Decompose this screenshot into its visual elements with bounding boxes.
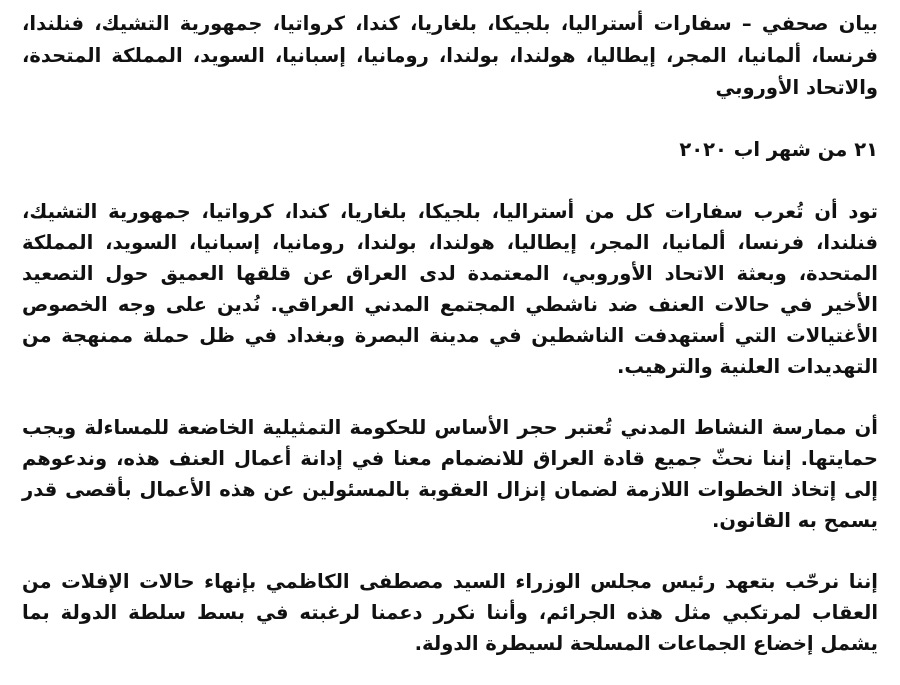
paragraph-concern: تود أن تُعرب سفارات كل من أستراليا، بلجيكا، بلغاريا، كندا، كرواتيا، جمهورية التشيك، فنلندا، فرنسا، ألمانيا، المجر، إيطاليا، هولندا، بولندا، رومانيا، إسبانيا، السويد، المملكة المتحدة، وبعثة الاتحاد الأوروبي، المعتمدة لدى العراق عن قلقها العميق حول التصعيد الأخير في حالات العنف ضد ناشطي المجتمع المدني العراقي. نُدين على وجه الخصوص الأغتيالات التي أستهدفت الناشطين في مدينة البصرة وبغداد في ظل حملة ممنهجة من التهديدات العلنية والترهيب. (22, 200, 878, 378)
release-date: ٢١ من شهر اب ٢٠٢٠ (679, 138, 878, 161)
paragraph-civic-activism: أن ممارسة النشاط المدني تُعتبر حجر الأساس للحكومة التمثيلية الخاضعة للمساءلة ويجب حمايتها. إننا نحثّ جميع قادة العراق للانضمام معنا في إدانة أعمال العنف هذه، وندعوهم إلى إتخاذ الخطوات اللازمة لضمان إنزال العقوبة بالمسئولين عن هذه الأعمال بأقصى قدر يسمح به القانون. (22, 416, 878, 532)
press-release-document (22, 8, 878, 659)
paragraph-welcome-pledge: إننا نرحّب بتعهد رئيس مجلس الوزراء السيد مصطفى الكاظمي بإنهاء حالات الإفلات من العقاب لمرتكبي مثل هذه الجرائم، وأننا نكرر دعمنا لرغبته في بسط سلطة الدولة بما يشمل إخضاع الجماعات المسلحة لسيطرة الدولة. (22, 570, 878, 655)
press-release-title: بيان صحفي – سفارات أستراليا، بلجيكا، بلغاريا، كندا، كرواتيا، جمهورية التشيك، فنلندا، فرنسا، ألمانيا، المجر، إيطاليا، هولندا، بولندا، رومانيا، إسبانيا، السويد، المملكة المتحدة، والاتحاد الأوروبي (22, 12, 878, 99)
